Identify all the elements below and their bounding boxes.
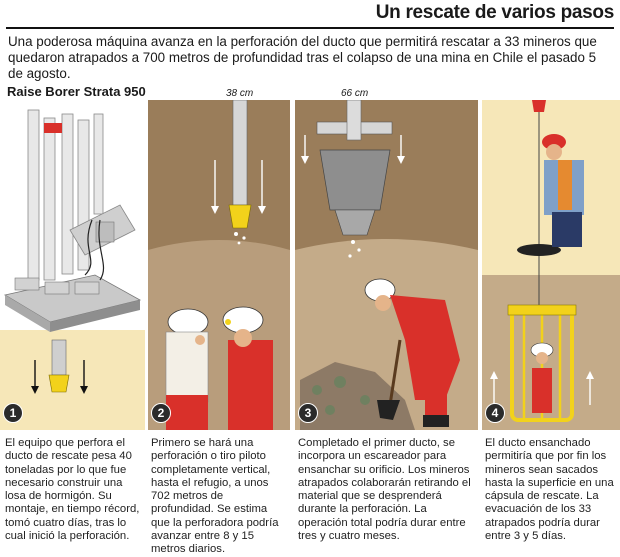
title-rule — [6, 27, 614, 29]
step-3-badge: 3 — [298, 403, 318, 423]
panel-1-illustration — [0, 100, 145, 430]
panel-2-illustration — [148, 100, 290, 430]
dimension-38: 38 cm — [226, 88, 254, 99]
infographic-title: Un rescate de varios pasos — [375, 2, 614, 23]
panel-4-illustration — [482, 100, 620, 430]
step-1-badge: 1 — [3, 403, 23, 423]
step-4-badge: 4 — [485, 403, 505, 423]
dimension-66: 66 cm — [341, 88, 369, 99]
step-3-caption: Completado el primer ducto, se incorpora un escareador para ensanchar su orificio. Los mineros atrapados colaborarán retirando el material que se desprenderá durante la perforación. La operación total podría durar entre tres y cuatro meses. — [298, 437, 471, 543]
step-4-caption: El ducto ensanchado permitiría que por fin los mineros sean sacados hasta la superficie en una cápsula de rescate. La evacuación de los 33 atrapados podría durar entre 3 y 5 días. — [485, 437, 614, 543]
step-2-badge: 2 — [151, 403, 171, 423]
machine-name: Raise Borer Strata 950 — [7, 84, 146, 99]
intro-text: Una poderosa máquina avanza en la perforación del ducto que permitirá rescatar a 33 mineros que quedaron atrapados a 700 metros de profundidad tras el colapso de una mina en Chile el pasado 5 de agosto. — [8, 34, 597, 81]
step-2-caption: Primero se hará una perforación o tiro piloto completamente vertical, hasta el refugio, a unos 702 metros de profundidad. Se estima que la perforadora podría avanzar entre 8 y 15 metros diarios. — [151, 437, 279, 556]
panel-3-illustration — [295, 100, 478, 430]
step-1-caption: El equipo que perfora el ducto de rescate pesa 40 toneladas por lo que fue necesario construir una losa de hormigón. Su montaje, en tiempo récord, tomó cuatro días, tras lo cual inició la perforación. — [5, 437, 140, 543]
